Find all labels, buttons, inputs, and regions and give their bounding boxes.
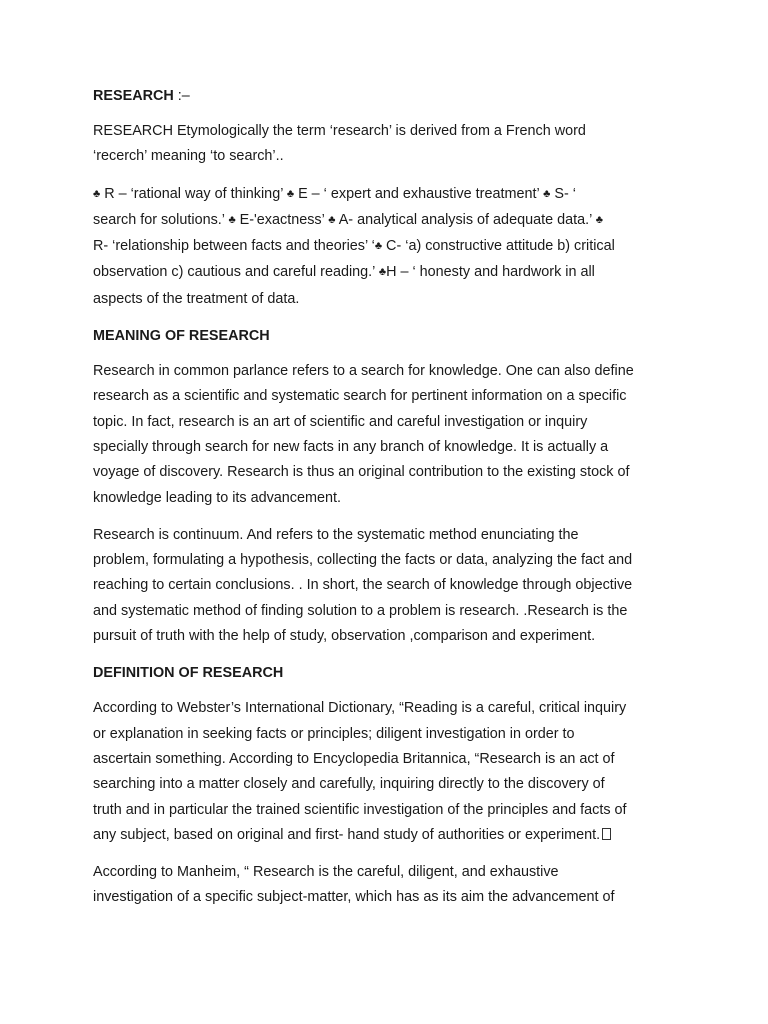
acronym-segment: S- ‘ [550,185,576,202]
paragraph-line: pursuit of truth with the help of study, observation ,comparison and experiment. [93,628,596,645]
club-bullet-icon: ♣ [328,213,336,226]
paragraph-line: ascertain something. According to Encyclopedia Britannica, “Research is an act of [93,750,615,767]
club-bullet-icon: ♣ [93,187,101,200]
paragraph-line: truth and in particular the trained scientific investigation of the principles and facts of [93,801,627,818]
meaning-paragraph-2 [93,523,683,649]
section-heading-definition: DEFINITION OF RESEARCH [93,665,284,682]
paragraph-line [93,234,683,260]
paragraph-line: According to Webster’s International Dictionary, “Reading is a careful, critical inquiry [93,700,627,717]
definition-paragraph-1 [93,696,683,848]
heading-text: RESEARCH [93,88,174,104]
club-bullet-icon: ♣ [374,240,383,253]
document-page [93,86,683,911]
paragraph-line [93,208,683,234]
paragraph-line: Research is continuum. And refers to the systematic method enunciating the [93,526,579,543]
club-bullet-icon: ♣ [286,187,295,200]
acronym-segment: C- ‘a) constructive attitude b) critical [382,238,615,255]
section-heading-research [93,86,683,106]
missing-glyph-icon [602,828,611,840]
acronym-segment: R- ‘relationship between facts and theories’ ‘ [93,238,375,255]
paragraph-line: ‘recerch’ meaning ‘to search’.. [93,148,284,165]
paragraph-line: topic. In fact, research is an art of scientific and careful investigation or inquiry [93,413,588,430]
paragraph-line: Research in common parlance refers to a search for knowledge. One can also define [93,363,634,380]
acronym-paragraph [93,182,683,312]
paragraph-line: specially through search for new facts in any branch of knowledge. It is actually a [93,438,609,455]
club-bullet-icon: ♣ [378,266,387,279]
definition-paragraph-2 [93,860,683,911]
club-bullet-icon: ♣ [543,187,551,200]
paragraph-line: knowledge leading to its advancement. [93,489,341,506]
paragraph-line: searching into a matter closely and carefully, inquiring directly to the discovery of [93,776,605,793]
paragraph-line: voyage of discovery. Research is thus an original contribution to the existing stock of [93,464,630,481]
club-bullet-icon: ♣ [595,213,603,226]
heading-suffix: :– [173,88,190,104]
acronym-segment: E-'exactness’ [235,211,329,228]
acronym-segment: R – ‘rational way of thinking’ [100,185,287,202]
paragraph-line: problem, formulating a hypothesis, collecting the facts or data, analyzing the fact and [93,552,633,569]
acronym-segment: E – ‘ expert and exhaustive treatment’ [294,185,544,202]
paragraph-line [93,260,683,286]
intro-paragraph [93,119,683,170]
paragraph-line: or explanation in seeking facts or principles; diligent investigation in order to [93,725,575,742]
paragraph-line: investigation of a specific subject-matter, which has as its aim the advancement of [93,889,615,906]
paragraph-line: According to Manheim, “ Research is the careful, diligent, and exhaustive [93,864,559,881]
acronym-segment: A- analytical analysis of adequate data.’ [335,211,596,228]
paragraph-line: RESEARCH Etymologically the term ‘research’ is derived from a French word [93,123,586,139]
paragraph-line [93,182,683,208]
paragraph-line: research as a scientific and systematic search for pertinent information on a specific [93,388,627,405]
acronym-segment: search for solutions.’ [93,211,229,228]
paragraph-line [93,823,683,848]
line-text: any subject, based on original and first- hand study of authorities or experiment. [93,826,601,843]
club-bullet-icon: ♣ [228,213,236,226]
paragraph-line: aspects of the treatment of data. [93,290,300,307]
acronym-segment: observation c) cautious and careful reading.’ [93,264,379,281]
meaning-paragraph-1 [93,359,683,511]
section-heading-meaning: MEANING OF RESEARCH [93,328,270,345]
paragraph-line: and systematic method of finding solution to a problem is research. .Research is the [93,602,628,619]
paragraph-line: reaching to certain conclusions. . In short, the search of knowledge through objective [93,577,633,594]
acronym-segment: H – ‘ honesty and hardwork in all [386,264,595,281]
